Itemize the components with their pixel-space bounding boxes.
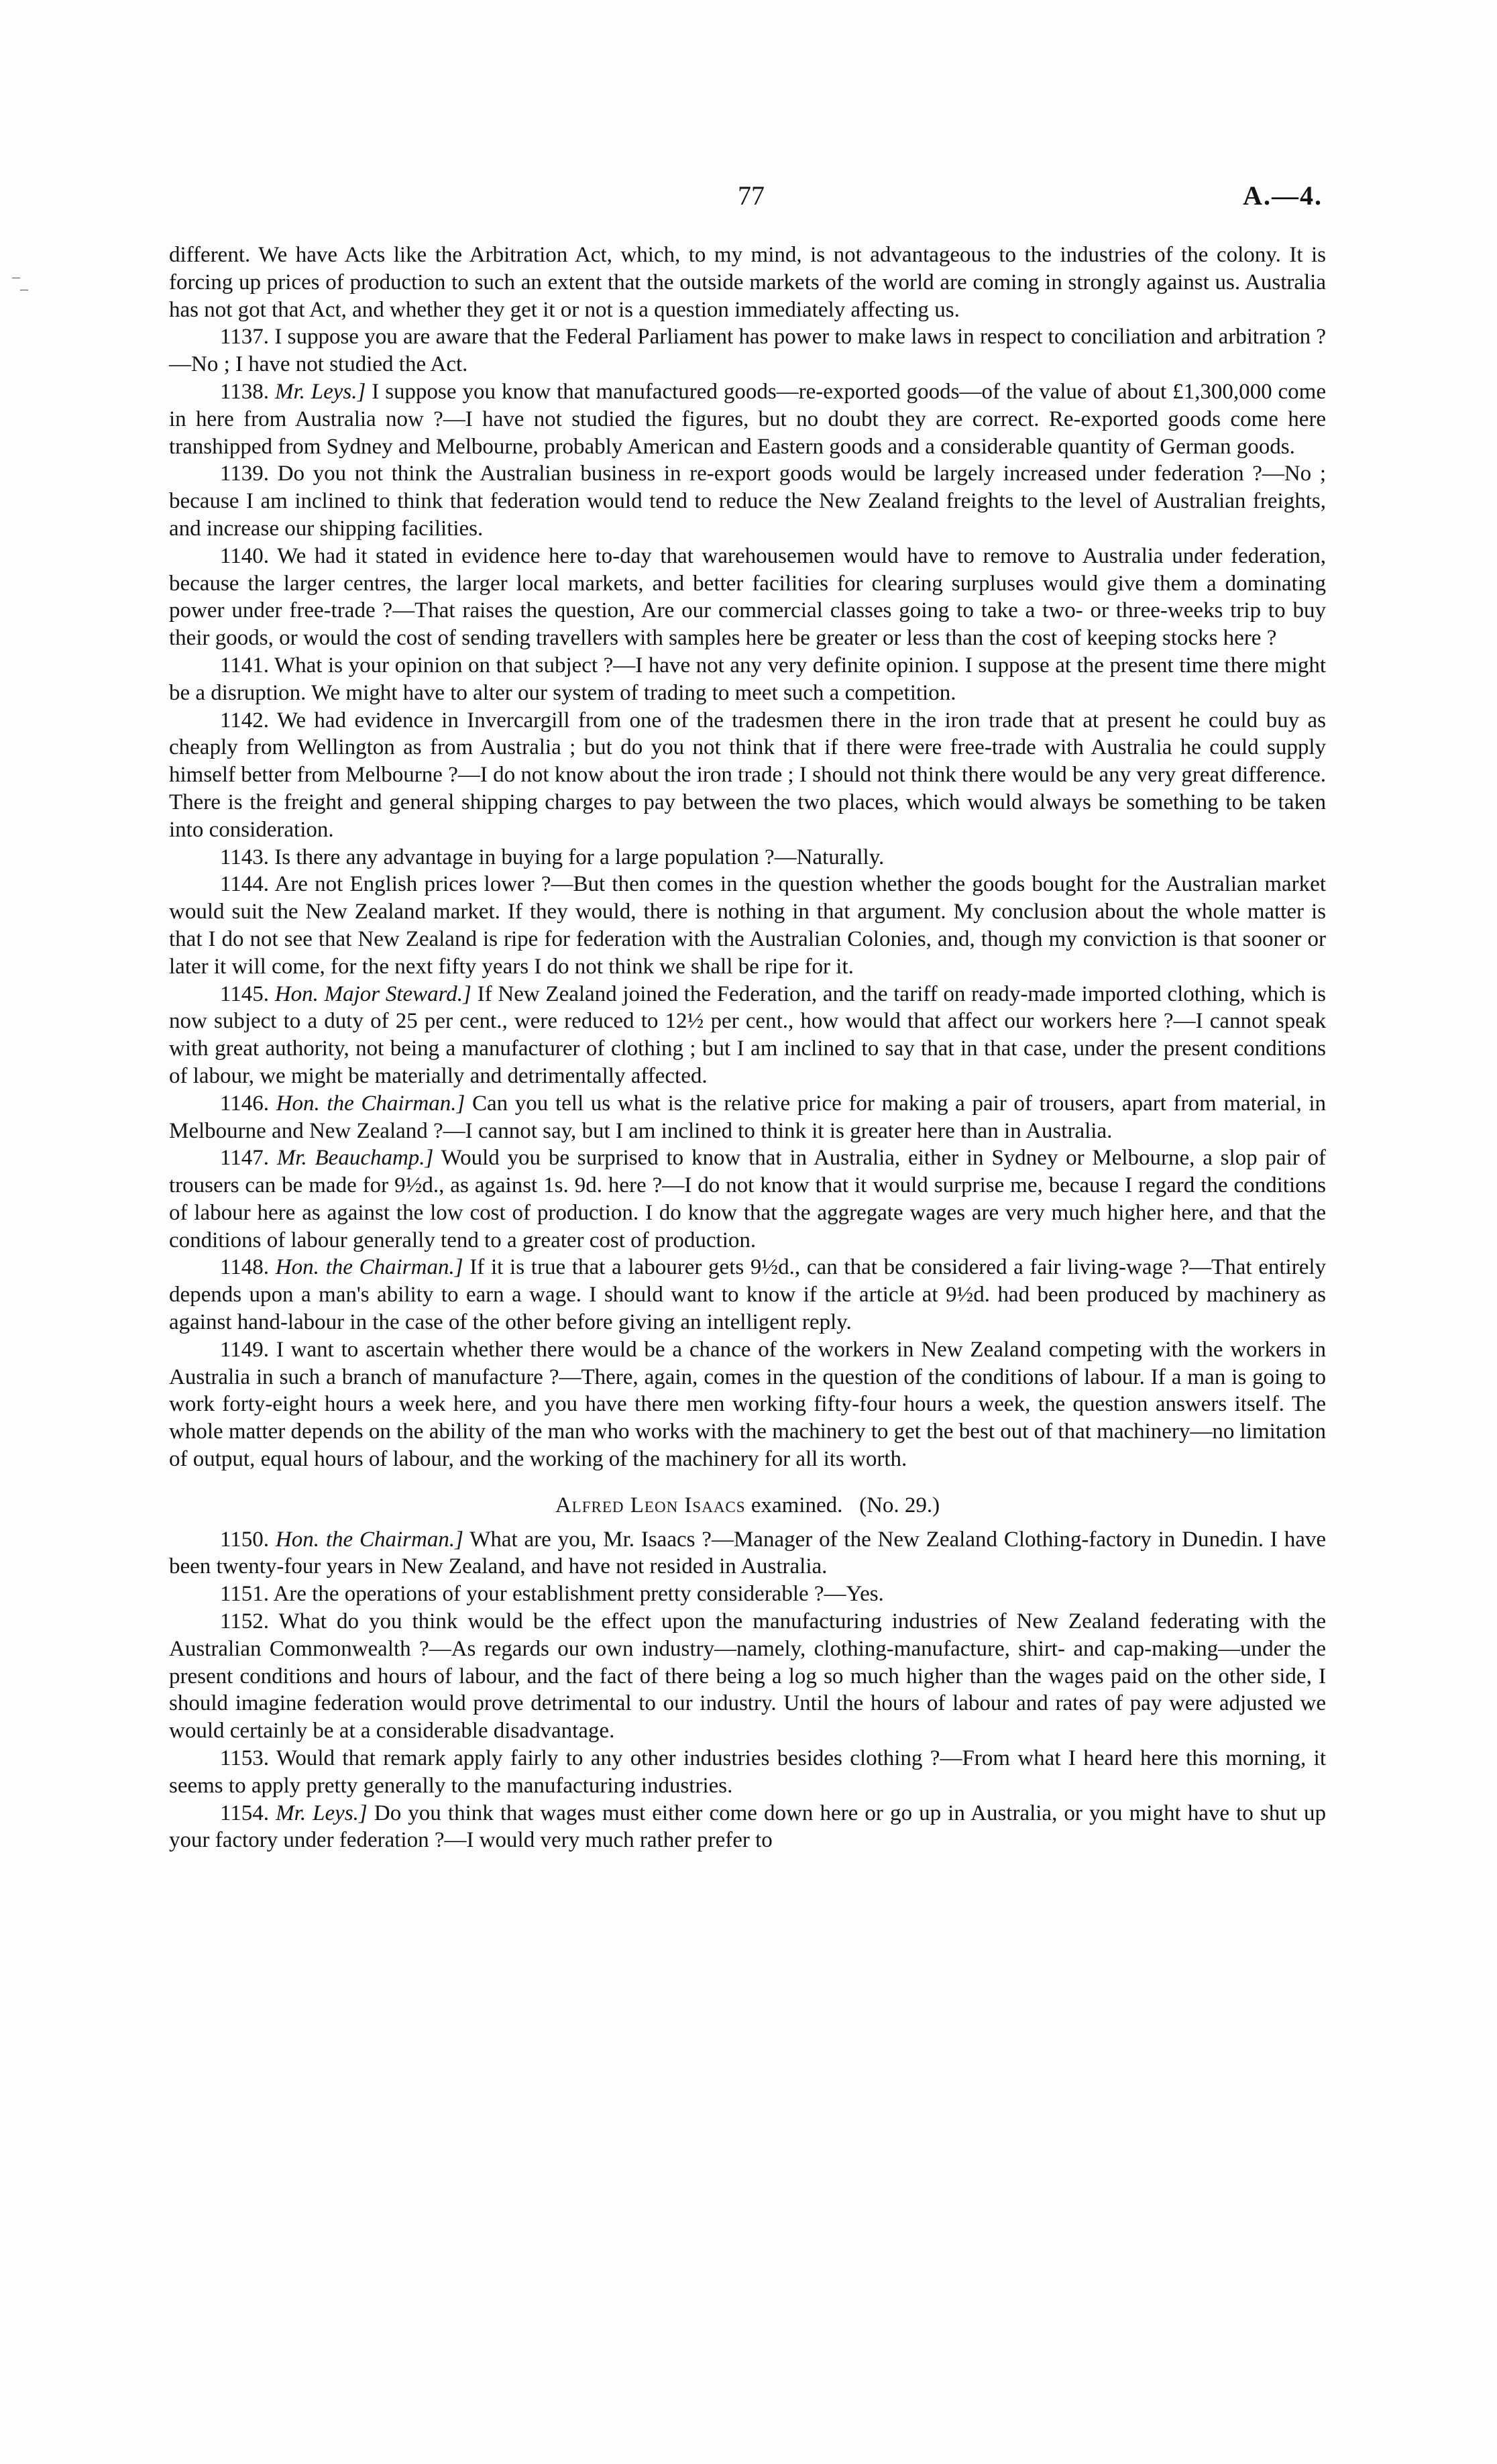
question-paragraph [169, 378, 1326, 460]
question-paragraph [169, 1608, 1326, 1745]
question-number: 1147. [220, 1146, 270, 1171]
paragraph-text: I suppose you are aware that the Federal Parliament has power to make laws in respect to conciliation and arbitration ?—No ; I have not studied the Act. [169, 325, 1327, 377]
question-number: 1150. [220, 1527, 270, 1552]
question-paragraph [169, 1800, 1326, 1855]
margin-mark: – [20, 280, 28, 298]
paragraph-text: Are not English prices lower ?—But then comes in the question whether the goods bought for the Australian market would suit the New Zealand market. If they would, there is nothing in that argument. My conclusion about the whole matter is that I do not see that New Zealand is ripe for federation with the Australian Colonies, and, though my conviction is that sooner or later it will come, for the next fifty years I do not think we shall be ripe for it. [169, 872, 1326, 979]
testimony-block-2 [169, 1526, 1326, 1855]
question-paragraph [169, 1144, 1326, 1254]
paragraph-text: Is there any advantage in buying for a large population ?—Naturally. [274, 845, 885, 869]
paragraph-text: What do you think would be the effect upon the manufacturing industries of New Zealand federating with the Australian Commonwealth ?—As regards our own industry—namely, clothing-manufacture, shirt- and cap-making—under the present conditions and hours of labour, and the fact of there being a log so much higher than the wages paid on the other side, I should imagine federation would prove detrimental to our industry. Until the hours of labour and rates of pay were adjusted we would certainly be at a considerable disadvantage. [169, 1609, 1326, 1744]
paragraph-text: We had it stated in evidence here to-day that warehousemen would have to remove to Australia under federation, because the larger centres, the larger local markets, and better facilities for clearing surpluses would give them a dominating power under free-trade ?—That raises the question, Are our commercial classes going to take a two- or three-weeks trip to buy their goods, or would the cost of sending travellers with samples here be greater or less than the cost of keeping stocks here ? [169, 543, 1326, 651]
question-number: 1137. [220, 325, 270, 350]
question-number: 1151. [220, 1582, 270, 1607]
speaker-name: Hon. the Chairman.] [276, 1091, 465, 1116]
testimony-block-1 [169, 242, 1326, 1473]
question-paragraph [169, 1581, 1326, 1608]
question-number: 1142. [220, 708, 270, 733]
paragraph-text: Can you tell us what is the relative price for making a pair of trousers, apart from material, in Melbourne and New Zealand ?—I cannot say, but I am inclined to think it is greater here than in Australia. [169, 1091, 1327, 1143]
witness-heading [169, 1492, 1326, 1519]
question-paragraph [169, 844, 1326, 871]
question-paragraph [169, 1526, 1326, 1581]
page-number: 77 [738, 180, 765, 211]
speaker-name: Mr. Leys.] [276, 1801, 368, 1825]
paragraph-text: Do you not think the Australian business in re-export goods would be largely increased under federation ?—No ; because I am inclined to think that federation would tend to reduce the New Zealand freights to the level of Australian freights, and increase our shipping facilities. [169, 462, 1326, 541]
document-code: A.—4. [1243, 180, 1323, 211]
witness-name: Alfred Leon Isaacs [555, 1493, 746, 1517]
question-paragraph [169, 871, 1326, 980]
question-paragraph [169, 323, 1326, 378]
question-number: 1153. [220, 1746, 270, 1771]
paragraph-text: We had evidence in Invercargill from one of the tradesmen there in the iron trade that at present he could buy as cheaply from Wellington as from Australia ; but do you not think that if there were free-trade with Australia he could supply himself better from Melbourne ?—I do not know about the iron trade ; I should not think there would be any very great difference. There is the freight and general shipping charges to pay between the two places, which would always be something to be taken into consideration. [169, 708, 1326, 842]
paragraph-text: What is your opinion on that subject ?—I have not any very definite opinion. I suppose at the present time there might be a disruption. We might have to alter our system of trading to meet such a competition. [169, 653, 1327, 705]
witness-examined: examined. [751, 1493, 843, 1517]
question-number: 1139. [220, 462, 270, 486]
question-paragraph [169, 543, 1326, 652]
paragraph-text: Would you be surprised to know that in Australia, either in Sydney or Melbourne, a slop pair of trousers can be made for 9½d., as against 1s. 9d. here ?—I do not know that it would surprise me, because I regard the conditions of labour here as against the low cost of production. I do know that the aggregate wages are very much higher here, and that the conditions of labour generally tend to a greater cost of production. [169, 1146, 1326, 1252]
question-paragraph [169, 652, 1326, 707]
question-paragraph [169, 460, 1326, 542]
question-paragraph [169, 1254, 1326, 1336]
question-paragraph [169, 1745, 1326, 1800]
paragraph-text: I want to ascertain whether there would be a chance of the workers in New Zealand competing with the workers in Australia in such a branch of manufacture ?—There, again, comes in the question of the conditions of labour. If a man is going to work forty-eight hours a week here, and you have there men working fifty-four hours a week, the question answers itself. The whole matter depends on the ability of the man who works with the machinery to get the best out of that machinery—no limitation of output, equal hours of labour, and the working of the machinery for all its worth. [169, 1337, 1327, 1472]
speaker-name: Hon. the Chairman.] [275, 1255, 463, 1280]
speaker-name: Hon. Major Steward.] [274, 981, 472, 1006]
speaker-name: Hon. the Chairman.] [275, 1527, 463, 1552]
paragraph-text: Do you think that wages must either come down here or go up in Australia, or you might have to shut up your factory under federation ?—I would very much rather prefer to [169, 1801, 1327, 1853]
body-text [169, 242, 1326, 1854]
question-paragraph [169, 707, 1326, 844]
paragraph-text: What are you, Mr. Isaacs ?—Manager of the New Zealand Clothing-factory in Dunedin. I have been twenty-four years in New Zealand, and have not resided in Australia. [169, 1527, 1327, 1579]
question-paragraph [169, 1090, 1326, 1145]
question-paragraph [169, 1336, 1326, 1473]
question-number: 1141. [220, 653, 270, 678]
question-paragraph [169, 981, 1326, 1090]
question-number: 1148. [220, 1255, 270, 1280]
question-number: 1138. [220, 379, 270, 404]
question-number: 1140. [220, 543, 270, 568]
question-paragraph [169, 242, 1326, 323]
paragraph-text: Are the operations of your establishment pretty considerable ?—Yes. [273, 1582, 884, 1607]
question-number: 1146. [220, 1091, 270, 1116]
paragraph-text: different. We have Acts like the Arbitration Act, which, to my mind, is not advantageous to the industries of the colony. It is forcing up prices of production to such an extent that the outside markets of the world are coming in strongly against us. Australia has not got that Act, and whether they get it or not is a question immediately affecting us. [169, 243, 1326, 322]
question-number: 1143. [220, 845, 270, 869]
paragraph-text: Would that remark apply fairly to any other industries besides clothing ?—From what I heard here this morning, it seems to apply pretty generally to the manufacturing industries. [169, 1746, 1327, 1798]
speaker-name: Mr. Beauchamp.] [276, 1146, 434, 1171]
question-number: 1145. [220, 981, 270, 1006]
witness-number: (No. 29.) [859, 1493, 940, 1517]
paragraph-text: I suppose you know that manufactured goods—re-exported goods—of the value of about £1,300,000 come in here from Australia now ?—I have not studied the figures, but no doubt they are correct. Re-exported goods come here transhipped from Sydney and Melbourne, probably American and Eastern goods and a considerable quantity of German goods. [169, 379, 1327, 459]
question-number: 1152. [220, 1609, 270, 1634]
margin-mark: – [12, 268, 20, 286]
speaker-name: Mr. Leys.] [274, 379, 366, 404]
question-number: 1149. [220, 1337, 270, 1362]
paragraph-text: If it is true that a labourer gets 9½d., can that be considered a fair living-wage ?—That entirely depends upon a man's ability to earn a wage. I should want to know if the article at 9½d. had been produced by machinery as against hand-labour in the case of the other before giving an intelligent reply. [169, 1255, 1327, 1335]
question-number: 1154. [220, 1801, 270, 1825]
paragraph-text: If New Zealand joined the Federation, and the tariff on ready-made imported clothing, which is now subject to a duty of 25 per cent., were reduced to 12½ per cent., how would that affect our workers here ?—I cannot speak with great authority, not being a manufacturer of clothing ; but I am inclined to say that in that case, under the present conditions of labour, we might be materially and detrimentally affected. [169, 981, 1327, 1088]
question-number: 1144. [220, 872, 270, 897]
